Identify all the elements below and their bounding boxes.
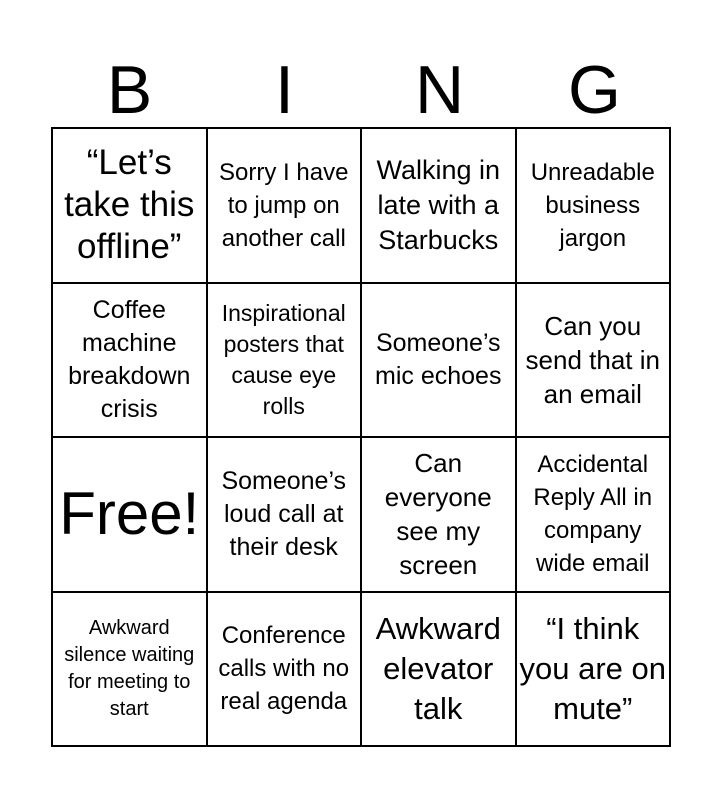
bingo-board <box>51 127 671 747</box>
cell-text: Unreadable business jargon <box>530 158 655 252</box>
header-letter-g: G <box>568 52 621 128</box>
bingo-cell[interactable] <box>516 128 671 283</box>
cell-text: Conference calls with no real agenda <box>218 622 350 716</box>
bingo-header <box>52 52 672 128</box>
header-letter-n: N <box>414 52 465 128</box>
cell-text: Inspirational posters that cause eye rolls <box>221 299 346 419</box>
bingo-cell[interactable] <box>361 283 516 438</box>
bingo-cell[interactable] <box>52 592 207 747</box>
cell-text: Can everyone see my screen <box>384 448 492 581</box>
bingo-cell[interactable] <box>207 592 362 747</box>
bingo-cell[interactable] <box>516 437 671 592</box>
header-letter-b: B <box>106 52 153 128</box>
bingo-cell[interactable] <box>361 592 516 747</box>
cell-text: Awkward elevator talk <box>375 610 501 726</box>
cell-text: Can you send that in an email <box>525 310 660 409</box>
bingo-cell[interactable] <box>361 437 516 592</box>
free-space-text: Free! <box>59 480 200 548</box>
bingo-cell[interactable] <box>207 283 362 438</box>
cell-text: Coffee machine breakdown crisis <box>68 295 191 423</box>
header-letter-i: I <box>275 52 294 128</box>
cell-text: “Let’s take this offline” <box>64 143 195 267</box>
bingo-cell[interactable] <box>516 283 671 438</box>
cell-text: Awkward silence waiting for meeting to start <box>64 616 195 720</box>
cell-text: Accidental Reply All in company wide email <box>533 451 653 578</box>
bingo-cell-free[interactable] <box>52 437 207 592</box>
cell-text: Walking in late with a Starbucks <box>376 154 501 255</box>
bingo-cell[interactable] <box>52 128 207 283</box>
bingo-cell[interactable] <box>207 437 362 592</box>
bingo-cell[interactable] <box>516 592 671 747</box>
cell-text: Sorry I have to jump on another call <box>219 158 349 252</box>
cell-text: Someone’s mic echoes <box>375 328 502 390</box>
bingo-cell[interactable] <box>52 283 207 438</box>
cell-text: “I think you are on mute” <box>519 610 666 726</box>
bingo-cell[interactable] <box>207 128 362 283</box>
bingo-cell[interactable] <box>361 128 516 283</box>
cell-text: Someone’s loud call at their desk <box>221 466 347 561</box>
